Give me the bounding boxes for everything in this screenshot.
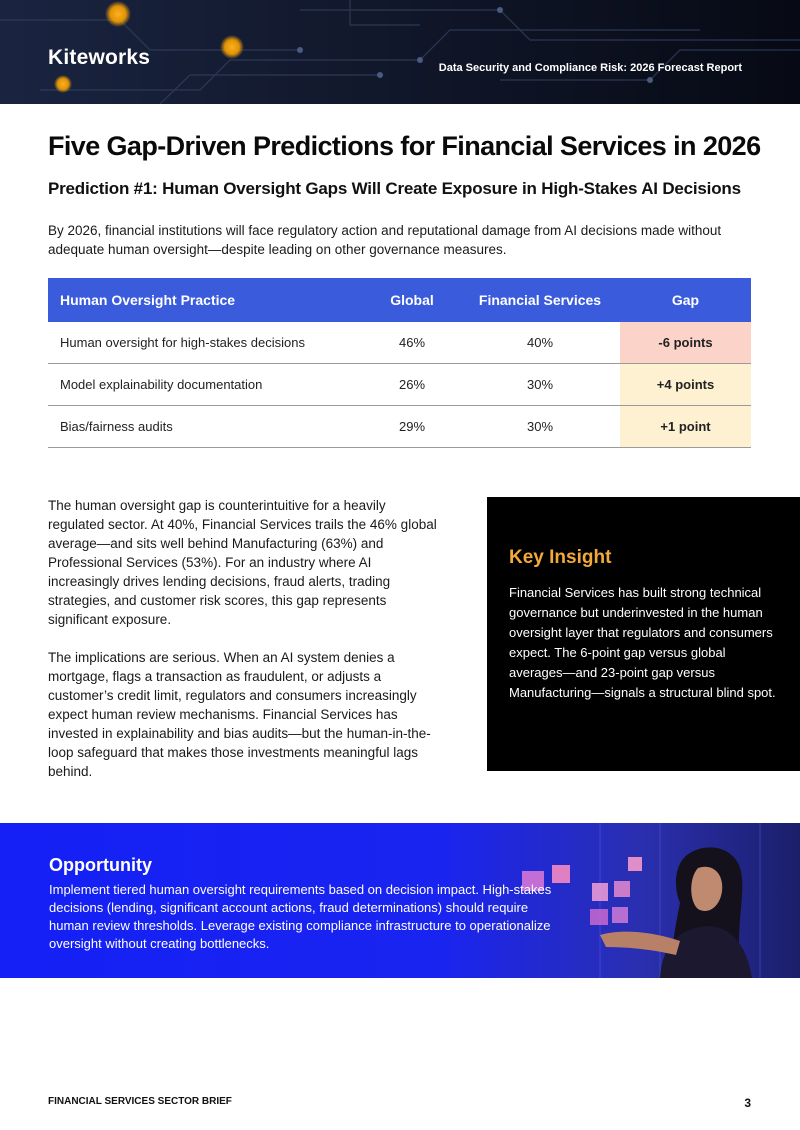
table-row [48,322,751,364]
table-row [48,364,751,406]
cell-financial-services: 30% [526,377,554,392]
body-paragraph-2: The implications are serious. When an AI system denies a mortgage, flags a transaction as fraudulent, or adjusts a customer’s credit limit, regulators and consumers increasingly expect human review mechanisms. Financial Services has invested in explainability and bias audits—but the human-in-the-loop safeguard that makes those investments meaningful lags behind. [48,650,431,779]
opportunity-text: Implement tiered human oversight requirements based on decision impact. High-stakes decisions (lending, significant account actions, fraud determinations) should require human review thresholds. Leverage existing compliance infrastructure to operationalize oversight without creating bottlenecks. [49,882,552,951]
report-title: Data Security and Compliance Risk: 2026 Forecast Report [438,62,742,74]
cell-gap-negative: -6 points [620,322,751,363]
key-insight-box [487,497,800,771]
body-paragraph-1: The human oversight gap is counterintuitive for a heavily regulated sector. At 40%, Financial Services trails the 46% global average—and sits well behind Manufacturing (63%) and Professional Services (53%). For an industry where AI increasingly drives lending decisions, fraud alerts, trading strategies, and customer risk scores, this gap represents significant exposure. [48,498,437,627]
cell-financial-services: 40% [526,335,554,350]
opportunity-title: Opportunity [49,855,152,875]
key-insight-text: Financial Services has built strong technical governance but underinvested in the human oversight layer that regulators and consumers expect. The 6-point gap versus global averages—and 23-point gap versus Manufacturing—signals a structural blind spot. [509,585,776,700]
page-title: Five Gap-Driven Predictions for Financial Services in 2026 [48,131,761,161]
cell-global: 46% [398,335,426,350]
body-text [48,496,440,781]
glow-dot-2 [220,35,244,59]
glow-dot-1 [105,1,131,27]
page-header [0,0,800,104]
opportunity-banner [0,823,800,978]
oversight-table [48,278,751,448]
header-gap: Gap [671,292,700,308]
header-global: Global [390,292,434,308]
cell-gap-positive: +1 point [620,406,751,447]
header-practice: Human Oversight Practice [60,292,236,308]
header-financial-services: Financial Services [478,292,602,308]
cell-global: 29% [398,419,426,434]
glow-dot-3 [54,75,72,93]
cell-global: 26% [398,377,426,392]
footer-brief-label: FINANCIAL SERVICES SECTOR BRIEF [48,1096,232,1107]
intro-paragraph: By 2026, financial institutions will face regulatory action and reputational damage from AI decisions made without adequate human oversight—despite leading on other governance measures. [48,223,722,257]
cell-practice: Human oversight for high-stakes decisions [60,335,305,350]
cell-gap-positive: +4 points [620,364,751,405]
cell-financial-services: 30% [526,419,554,434]
table-header [48,278,751,322]
kiteworks-logo: Kiteworks [48,46,151,69]
table-row [48,406,751,448]
page-number: 3 [744,1096,751,1110]
cell-practice: Bias/fairness audits [60,419,173,434]
prediction-heading: Prediction #1: Human Oversight Gaps Will Create Exposure in High-Stakes AI Decisions [48,179,741,198]
key-insight-title: Key Insight [509,547,612,568]
cell-practice: Model explainability documentation [60,377,263,392]
